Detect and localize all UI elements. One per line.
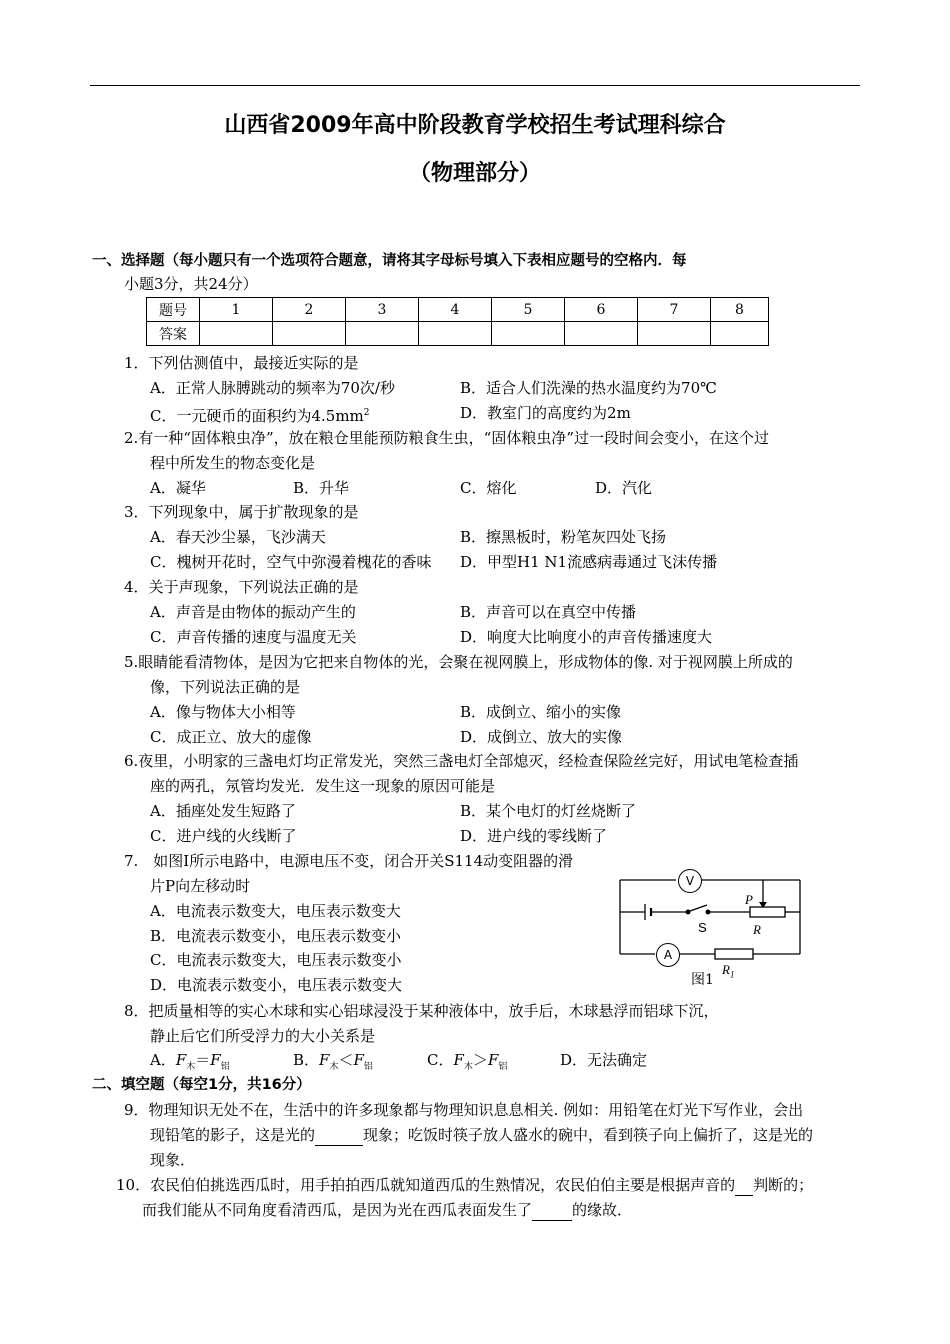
- q9-line2: 现铅笔的影子，这是光的 现象；吃饭时筷子放人盛水的碗中，看到筷子向上偏折了，这是光的: [150, 1126, 814, 1144]
- q1-option-d: D．教室门的高度约为2m: [460, 404, 631, 422]
- table-header-cell: 8: [711, 298, 769, 322]
- q9-line1: 9．物理知识无处不在，生活中的许多现象都与物理知识息息相关. 例如：用铅笔在灯光下写作业，会出: [124, 1101, 804, 1119]
- ammeter-symbol: A: [656, 943, 680, 967]
- answer-cell[interactable]: [273, 322, 346, 346]
- resistor-label: $R_1$: [722, 962, 735, 980]
- q2-option-d: D．汽化: [595, 479, 653, 497]
- table-header-cell: 4: [419, 298, 492, 322]
- q10-line1: 10．农民伯伯挑选西瓜时，用手拍拍西瓜就知道西瓜的生熟情况，农民伯伯主要是根据声音的 判断的；: [116, 1176, 814, 1194]
- voltmeter-symbol: V: [678, 869, 702, 893]
- q1-option-c: C．一元硬币的面积约为$4.5mm^2$: [150, 407, 370, 425]
- q8-option-d: D．无法确定: [560, 1051, 648, 1069]
- q4-option-d: D．响度大比响度小的声音传播速度大: [460, 628, 713, 646]
- rheostat-label: R: [753, 922, 761, 937]
- section2-heading: 二、填空题（每空1分，共16分）: [92, 1077, 311, 1093]
- q6-stem-cont: 座的两孔，氖管均发光．发生这一现象的原因可能是: [150, 777, 496, 795]
- q6-stem: 6.夜里，小明家的三盏电灯均正常发光，突然三盏电灯全部熄灭，经检查保险丝完好，用试电笔检查插: [124, 752, 799, 770]
- section1-heading-cont: 小题3分，共24分）: [124, 275, 258, 293]
- header-rule: [90, 85, 860, 86]
- q7-option-a: A．电流表示数变大，电压表示数变大: [150, 902, 401, 920]
- answer-cell[interactable]: [419, 322, 492, 346]
- q8-stem: 8．把质量相等的实心木球和实心铝球浸没于某种液体中，放手后，木球悬浮而铝球下沉，: [124, 1002, 719, 1020]
- q10-line2: 而我们能从不同角度看清西瓜，是因为光在西瓜表面发生了 的缘故．: [142, 1201, 633, 1219]
- q4-option-b: B．声音可以在真空中传播: [460, 603, 637, 621]
- table-header-cell: 6: [565, 298, 638, 322]
- q7-stem-cont: 片P向左移动时: [150, 877, 251, 895]
- q5-option-b: B．成倒立、缩小的实像: [460, 703, 622, 721]
- q7-option-c: C．电流表示数变大，电压表示数变小: [150, 951, 402, 969]
- figure-caption: 图1: [691, 972, 714, 988]
- page-subtitle: （物理部分）: [408, 161, 541, 186]
- q4-option-c: C．声音传播的速度与温度无关: [150, 628, 357, 646]
- q6-option-c: C．进户线的火线断了: [150, 827, 297, 845]
- q5-option-c: C．成正立、放大的虚像: [150, 728, 312, 746]
- q3-option-a: A．春天沙尘暴，飞沙满天: [150, 528, 326, 546]
- answer-cell[interactable]: [200, 322, 273, 346]
- q8-option-b: B．$F_木<F_铝$: [293, 1051, 373, 1072]
- q1-stem: 1．下列估测值中，最接近实际的是: [124, 354, 359, 372]
- table-header-cell: 2: [273, 298, 346, 322]
- answer-cell[interactable]: [711, 322, 769, 346]
- table-header-cell: 7: [638, 298, 711, 322]
- q6-option-d: D．进户线的零线断了: [460, 827, 608, 845]
- q7-option-d: D．电流表示数变小，电压表示数变大: [150, 976, 403, 994]
- q1-option-b: B．适合人们洗澡的热水温度约为70℃: [460, 379, 717, 397]
- q8-option-c: C．$F_木>F_铝$: [427, 1051, 508, 1072]
- table-row-label: 题号: [147, 298, 200, 322]
- table-header-cell: 3: [346, 298, 419, 322]
- q3-stem: 3．下列现象中，属于扩散现象的是: [124, 503, 359, 521]
- table-header-cell: 5: [492, 298, 565, 322]
- table-header-cell: 1: [200, 298, 273, 322]
- q2-stem-cont: 程中所发生的物态变化是: [150, 454, 316, 472]
- q10-blank-2[interactable]: [532, 1200, 572, 1221]
- q4-stem: 4．关于声现象，下列说法正确的是: [124, 578, 359, 596]
- answer-cell[interactable]: [492, 322, 565, 346]
- q8-stem-cont: 静止后它们所受浮力的大小关系是: [150, 1027, 376, 1045]
- q5-stem-cont: 像，下列说法正确的是: [150, 678, 301, 696]
- q7-stem: 7. 如图I所示电路中，电源电压不变，闭合开关S114动变阻器的滑: [124, 852, 574, 870]
- q2-option-c: C．熔化: [460, 479, 517, 497]
- page-title: 山西省2009年高中阶段教育学校招生考试理科综合: [224, 113, 726, 138]
- q2-option-b: B．升华: [293, 479, 350, 497]
- q9-line3: 现象．: [150, 1151, 196, 1169]
- answer-cell[interactable]: [565, 322, 638, 346]
- q6-option-b: B．某个电灯的灯丝烧断了: [460, 802, 637, 820]
- q5-stem: 5.眼睛能看清物体，是因为它把来自物体的光，会聚在视网膜上，形成物体的像. 对于视网膜上所成的: [124, 653, 793, 671]
- table-row-label: 答案: [147, 322, 200, 346]
- answer-cell[interactable]: [638, 322, 711, 346]
- q4-option-a: A．声音是由物体的振动产生的: [150, 603, 356, 621]
- q7-option-b: B．电流表示数变小，电压表示数变小: [150, 927, 402, 945]
- q3-option-c: C．槐树开花时，空气中弥漫着槐花的香味: [150, 553, 432, 571]
- q6-option-a: A．插座处发生短路了: [150, 802, 296, 820]
- answer-cell[interactable]: [346, 322, 419, 346]
- section1-heading: 一、选择题（每小题只有一个选项符合题意，请将其字母标号填入下表相应题号的空格内．每: [92, 253, 687, 269]
- q9-blank-1[interactable]: [315, 1125, 363, 1146]
- q2-option-a: A．凝华: [150, 479, 206, 497]
- q5-option-d: D．成倒立、放大的实像: [460, 728, 623, 746]
- answer-table: [146, 297, 769, 346]
- q1-option-a: A．正常人脉膊跳动的频率为70次/秒: [150, 379, 395, 397]
- slider-label: P: [745, 892, 753, 907]
- q10-blank-1[interactable]: [735, 1175, 753, 1196]
- q5-option-a: A．像与物体大小相等: [150, 703, 296, 721]
- q3-option-d: D．甲型H1 N1流感病毒通过飞沫传播: [460, 553, 718, 571]
- q2-stem: 2.有一种“固体粮虫净”，放在粮仓里能预防粮食生虫，“固体粮虫净”过一段时间会变小，在这个过: [124, 429, 769, 447]
- q3-option-b: B．擦黑板时，粉笔灰四处飞扬: [460, 528, 667, 546]
- switch-label: S: [698, 920, 707, 935]
- q8-option-a: A．$F_木=F_铝$: [150, 1051, 230, 1072]
